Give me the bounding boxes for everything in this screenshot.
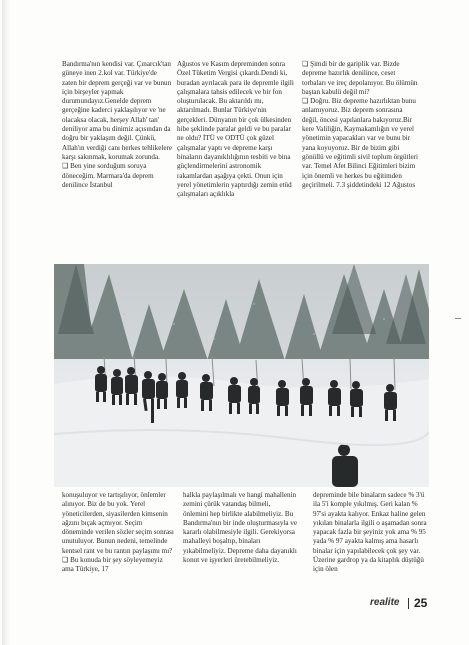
column-top-middle (177, 60, 297, 199)
snow-rescue-photo (54, 264, 429, 487)
paragraph: ❑ Ben yine sorduğum soruya döneceğim. Marmara'da deprem denilince İstanbul (62, 162, 154, 189)
column-bottom-right (313, 491, 427, 575)
margin-mark (455, 318, 461, 319)
paragraph: halkla paylaşılmalı ve hangi mahallenin zemini çürük vatandaş bilmeli, önlemini hep birlikte alabilmeliyiz. Bu Bandırma'nın bir inde oluşturmasıyla ve kararlı olabilmesiyle ilgili. Gerekiyorsa mahalleyi boşaltıp, binaları yıkabilmeliyiz. Depreme daha dayanıklı konut ve işyerleri üretebilmeliyiz. (183, 491, 297, 565)
magazine-brand: realite (370, 597, 400, 608)
footer-separator (408, 598, 409, 609)
column-bottom-left (62, 491, 174, 575)
paragraph: konuşuluyor ve tartışılıyor, önlemler alınıyor. Biz de bu yok. Yerel yöneticilerden, siyasilerden kimsenin ağzını bıçak açmıyor. Seçim döneminde verilen sözler seçim sonrası unutuluyor. Bunun nedeni, temelinde kentsel rant ve bu rantın paylaşımı mı? (62, 491, 174, 555)
paragraph: Ağustos ve Kasım depreminden sonra Özel Tüketim Vergisi çıkardı.Dendi ki, buradan ayrılacak para ile depremle ilgili çalışmalara tahsis edilecek ve bir fon oluşturulacak. Bu aktarıldı mı, aktarılmadı. Bunlar Türkiye'nin gerçekleri. Dünyanın bir çok ülkesinden hibe şeklinde paralar geldi ve bu paralar ne oldu? İTÜ ve ODTÜ çok güzel çalışmalar yaptı ve depreme karşı binaların dayanıklılığının tesbiti ve bina güçlendirmelerini astronomik rakamlardan aşağıya çekti. Onun için yerel yönetimlerin yaptırdığı zemin etüd çalışmaları açıklıkla (177, 60, 294, 199)
paragraph: depreminde bile binaların sadece % 3'ü ila 5'i komple yıkılmış. Geri kalan % 97'si ayakta kalıyor. Enkaz haline gelen yıkılan binalarla ilgili o aşamadan sonra yapacak fazla bir şeyiniz yok ama % 95 yada % 97 ayakta kalmış ama hasarlı binalar için yapılabilecek çok şey var. Üzerine gardrop ya da kitaplık düştüğü için ölen (313, 491, 427, 574)
page-edge-shadow (2, 0, 10, 645)
column-top-left (62, 60, 172, 190)
page-number: 25 (414, 596, 428, 610)
column-top-right (302, 60, 420, 190)
paragraph: ❑ Şimdi bir de gariplik var. Bizde depreme hazırlık denilince, ceset torbaları ve ireç depolanıyor. Bu ölümün baştan kabulü değil mi? (302, 60, 418, 96)
column-bottom-middle (183, 491, 297, 565)
photo-illustration (54, 264, 429, 487)
paragraph: ❑ Bu konuda bir şey söyleyemeyiz ama Türkiye, 17 (62, 556, 163, 574)
paragraph: Bandırma'nın kendisi var. Çınarcık'tan güneye inen 2.kol var. Türkiye'de zaten bir deprem gerçeği var ve bunun için birşeyler yapmak durumundayız.Genelde deprem gerçeğine kaderci yaklaşılıyor ve 'ne olacaksa olacak, herşey Allah' tan' deniliyor ama bu dinimiz açısından da doğru bir yaklaşım değil. Çünkü, Allah'ın verdiği canı herkes tehlikelere karşı sakınmak, korumak zorunda. (62, 60, 173, 161)
paragraph: ❑ Doğru. Biz depreme hazırlıktan bunu anlamıyoruz. Biz deprem sonrasına değil, öncesi yapılanlara bakıyoruz.Bir kere Valiliğin, Kaymakamlığın ve yerel yönetimin yapacakları var ve bunu bir yana koyuyoruz. Bir de bizim gibi gönüllü ve eğitimli sivil toplum örgütleri var. Temel Afet Bilinci Eğitimleri bizim için önemli ve herkes bu eğitimden geçirilmeli. 7.3 şiddetindeki 12 Ağustos (302, 97, 418, 189)
